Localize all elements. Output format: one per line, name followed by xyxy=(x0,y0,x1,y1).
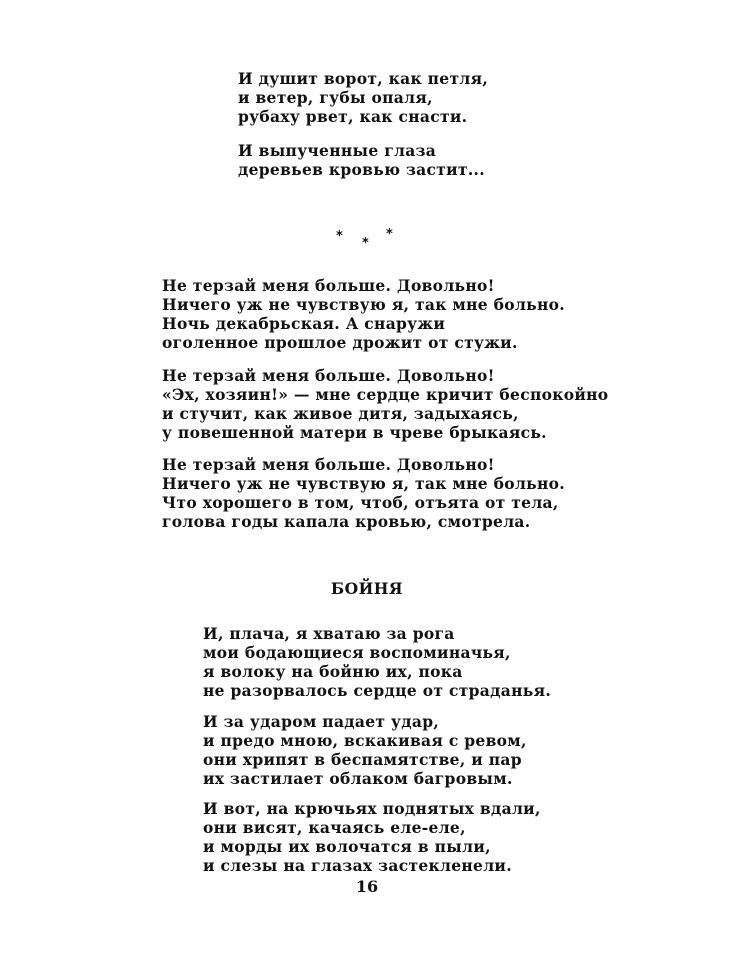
separator-star: * xyxy=(336,229,343,244)
poem-stanza xyxy=(162,276,565,352)
poem-stanza xyxy=(238,69,488,126)
poem-line: Не терзай меня больше. Довольно! xyxy=(162,366,495,385)
poem-line: И душит ворот, как петля, xyxy=(238,69,489,88)
poem-line: у повешенной матери в чреве брыкаясь. xyxy=(162,423,547,442)
separator-star: * xyxy=(386,227,393,242)
poem-line: и ветер, губы опаля, xyxy=(238,88,433,107)
poem-line: Не терзай меня больше. Довольно! xyxy=(162,455,495,474)
poem-line: оголенное прошлое дрожит от стужи. xyxy=(162,333,518,352)
poem-stanza xyxy=(203,799,541,875)
poem-stanza xyxy=(203,712,527,788)
poem-line: «Эх, хозяин!» — мне сердце кричит беспокойно xyxy=(162,385,609,404)
poem-line: Ничего уж не чувствую я, так мне больно. xyxy=(162,474,565,493)
poem-line: Не терзай меня больше. Довольно! xyxy=(162,276,495,295)
poem-line: рубаху рвет, как снасти. xyxy=(238,107,468,126)
page-number: 16 xyxy=(355,877,379,896)
poem-line: и морды их волочатся в пыли, xyxy=(203,837,491,856)
poem-line: деревьев кровью застит... xyxy=(238,160,485,179)
poem-line: я волоку на бойню их, пока xyxy=(203,662,463,681)
poem-line: И вот, на крючьях поднятых вдали, xyxy=(203,799,541,818)
poem-stanza xyxy=(162,455,565,531)
poem-line: Ничего уж не чувствую я, так мне больно. xyxy=(162,295,565,314)
section-separator xyxy=(336,226,406,252)
poem-line: И, плача, я хватаю за рога xyxy=(203,624,455,643)
poem-stanza xyxy=(238,141,485,179)
poem-line: Ночь декабрьская. А снаружи xyxy=(162,314,446,333)
poem-line: И выпученные глаза xyxy=(238,141,437,160)
separator-star: * xyxy=(362,236,369,251)
poem-line: их застилает облаком багровым. xyxy=(203,769,513,788)
poem-line: и стучит, как живое дитя, задыхаясь, xyxy=(162,404,519,423)
poem-line: мои бодающиеся воспоминачья, xyxy=(203,643,511,662)
poem-line: И за ударом падает удар, xyxy=(203,712,440,731)
poem-line: голова годы капала кровью, смотрела. xyxy=(162,512,531,531)
poem-line: не разорвалось сердце от страданья. xyxy=(203,681,552,700)
poem-stanza xyxy=(162,366,608,442)
poem-line: они висят, качаясь еле-еле, xyxy=(203,818,466,837)
poem-line: и слезы на глазах застекленели. xyxy=(203,856,512,875)
poem-stanza xyxy=(203,624,551,700)
poem-line: и предо мною, вскакивая с ревом, xyxy=(203,731,527,750)
poem-title: БОЙНЯ xyxy=(330,579,404,598)
poem-line: они хрипят в беспамятстве, и пар xyxy=(203,750,522,769)
poem-line: Что хорошего в том, чтоб, отъята от тела, xyxy=(162,493,559,512)
